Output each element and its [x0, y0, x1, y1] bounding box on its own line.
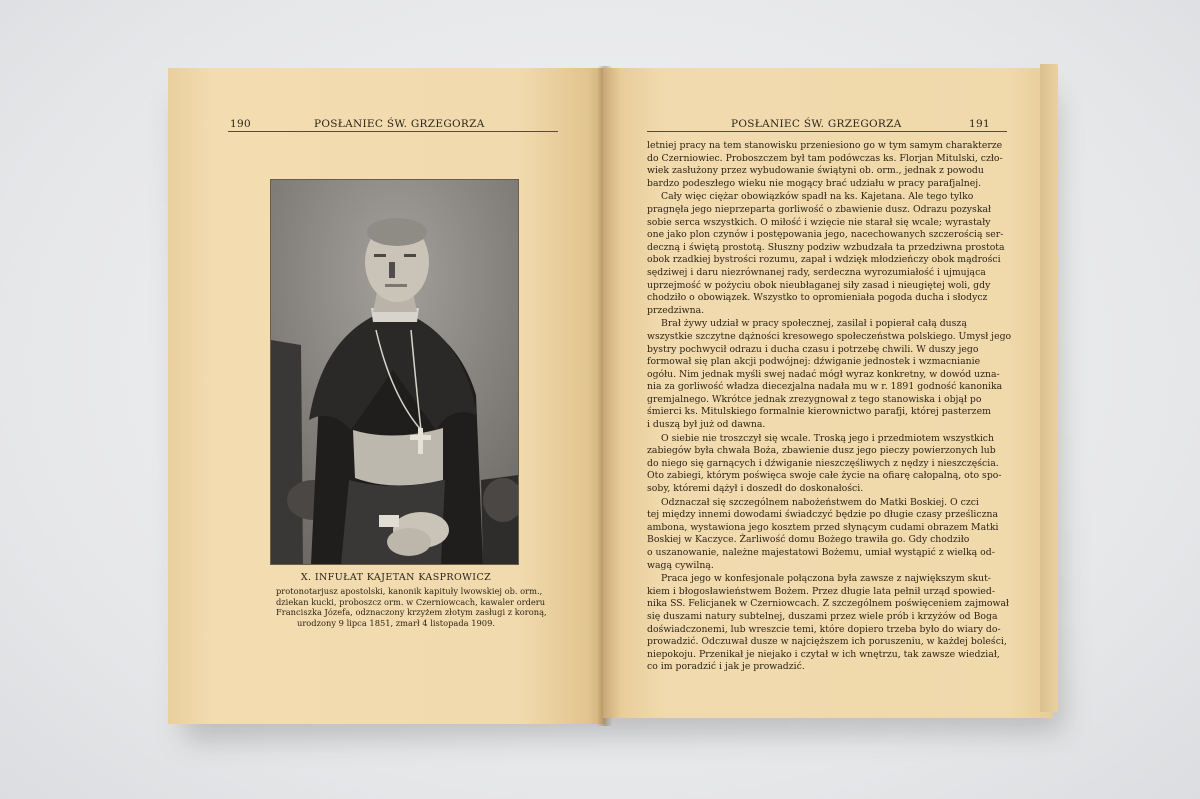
paragraph	[647, 191, 1007, 317]
caption-line: urodzony 9 lipca 1851, zmarł 4 listopada 1909.	[297, 617, 495, 628]
left-running-head: POSŁANIEC ŚW. GRZEGORZA	[314, 118, 485, 130]
text-line: do niego się garnących i dźwiganie nieszczęśliwych z nędzy i nieszczęścia.	[647, 457, 999, 469]
text-line: wagą cywilną.	[647, 559, 714, 571]
paragraph	[647, 318, 1012, 431]
paragraph	[647, 433, 1007, 496]
text-line: one jako plon czynów i postępowania jego, nacechowanych szczerością ser-	[647, 229, 1004, 241]
text-line: Odznaczał się szczególnem nabożeństwem do Matki Boskiej. O czci	[661, 496, 979, 508]
text-line: deczną i świętą prostotą. Słuszny podziw wzbudzała ta przedziwna prostota	[647, 241, 1005, 253]
caption-line: dziekan kucki, proboszcz orm. w Czerniowcach, kawaler orderu	[276, 596, 546, 607]
text-line: śmierci ks. Mitulskiego formalnie kierownictwo parafji, której pasterzem	[647, 406, 991, 418]
text-line: prowadzić. Odczuwał dusze w najcięższem ich poruszeniu, w każdej boleści,	[647, 636, 1007, 648]
text-line: wiek zasłużony przez wybudowanie świątyni ob. orm., jednak z powodu	[647, 165, 984, 177]
page-block-edge	[1040, 64, 1058, 712]
portrait-illustration	[271, 180, 518, 564]
left-page	[168, 68, 605, 724]
text-line: chodziło o obowiązek. Wszystko to opromieniała pogoda ducha i słodycz	[647, 292, 988, 304]
text-line: ambona, wystawiona jego kosztem przed słynącym cudami obrazem Matki	[647, 521, 999, 533]
text-line: niepokoju. Przenikał je niejako i czytał w ich wnętrzu, tak zawsze wiedział,	[647, 648, 1000, 660]
text-line: bystry pochwycił odrazu i ducha czasu i potrzebę chwili. W duszy jego	[647, 343, 979, 355]
text-line: Cały więc ciężar obowiązków spadł na ks. Kajetana. Ale tego tylko	[661, 191, 974, 203]
right-page	[603, 68, 1053, 718]
body-text	[647, 140, 1012, 674]
text-line: wszystkie szczytne dążności kresowego społeczeństwa polskiego. Umysł jego	[647, 330, 1012, 342]
text-line: nia za gorliwość władza diecezjalna nadała mu w r. 1891 godność kanonika	[647, 381, 1003, 393]
caption-line: protonotarjusz apostolski, kanonik kapituły lwowskiej ob. orm.,	[276, 586, 543, 596]
text-line: doświadczonemi, lub wreszcie temi, które dopiero trzeba było do wiary do-	[647, 623, 1001, 635]
text-line: Boskiej w Kaczyce. Żarliwość domu Bożego trawiła go. Gdy chodziło	[647, 534, 970, 546]
portrait-photograph	[271, 180, 518, 564]
left-page-number: 190	[230, 118, 251, 130]
text-line: tej między innemi dowodami świadczyć będzie po długie czasy prześliczna	[647, 509, 999, 521]
right-page-number: 191	[969, 118, 990, 130]
text-line: zabiegów była chwała Boża, zbawienie dusz jego pieczy powierzonych lub	[647, 445, 996, 457]
text-line: do Czerniowiec. Proboszczem był tam podówczas ks. Florjan Mitulski, czło-	[647, 152, 1003, 164]
paragraph	[647, 497, 1007, 573]
text-line: się duszami natury subtelnej, duszami przez wiele prób i krzyżów od Boga	[647, 610, 998, 622]
text-line: pragnęła jego nieprzeparta gorliwość o zbawienie dusz. Odrazu pozyskał	[647, 203, 992, 215]
text-line: Oto zabiegi, którym poświęca swoje całe życie na ofiarę całopalną, oto spo-	[647, 470, 1002, 482]
text-line: bardzo podeszłego wieku nie mogący brać udziału w pracy parafjalnej.	[647, 177, 982, 189]
text-line: sobie serca wszystkich. O miłość i wzięcie nie starał się wcale; wyrastały	[647, 216, 991, 228]
text-line: co im poradzić i jak je prowadzić.	[647, 661, 805, 673]
text-line: sędziwej i daru niezrównanej rady, serdeczna wyrozumiałość i ujmująca	[647, 266, 986, 278]
right-header-rule	[647, 131, 1007, 132]
text-line: nika SS. Felicjanek w Czerniowcach. Z szczególnem poświęceniem zajmował	[647, 598, 1010, 610]
text-line: Brał żywy udział w pracy społecznej, zasilał i popierał całą duszą	[661, 318, 967, 330]
paragraph	[647, 140, 1007, 190]
text-line: letniej pracy na tem stanowisku przeniesiono go w tym samym charakterze	[647, 140, 1003, 151]
text-line: i duszą był już od dawna.	[647, 419, 766, 431]
text-line: ogółu. Nim jednak myśli swej nadać mógł wyraz konkretny, w dowód uzna-	[647, 368, 1000, 380]
text-line: formował się plan akcji podwójnej: dźwiganie jednostek i wzmacnianie	[647, 356, 981, 368]
left-header-rule	[228, 131, 558, 132]
text-line: Praca jego w konfesjonale połączona była zawsze z największym skut-	[661, 573, 991, 585]
text-line: uprzejmość w pożyciu obok nieubłaganej siły zasad i nieugiętej woli, gdy	[647, 279, 991, 291]
right-running-head: POSŁANIEC ŚW. GRZEGORZA	[731, 118, 902, 130]
text-line: obok rzadkiej bystrości rozumu, zapał i wdzięk młodzieńczy obok mądrości	[647, 254, 1001, 266]
portrait-caption	[276, 586, 547, 628]
caption-line: Franciszka Józefa, odznaczony krzyżem złotym zasługi z koroną,	[276, 607, 547, 618]
portrait-caption-title: X. INFUŁAT KAJETAN KASPROWICZ	[300, 572, 492, 583]
paragraph	[647, 573, 1010, 674]
text-line: O siebie nie troszczył się wcale. Troską jego i przedmiotem wszystkich	[661, 432, 994, 444]
text-line: soby, któremi dążył i doszedł do doskonałości.	[647, 483, 864, 495]
text-line: gremjalnego. Wkrótce jednak zrezygnował z tego stanowiska i objął po	[647, 393, 982, 405]
text-line: kiem i błogosławieństwem Bożem. Przez długie lata pełnił urząd spowied-	[647, 585, 996, 597]
text-line: przedziwna.	[647, 304, 705, 316]
text-line: o uszanowanie, należne majestatowi Bożemu, umiał wystąpić z wielką od-	[647, 547, 995, 558]
